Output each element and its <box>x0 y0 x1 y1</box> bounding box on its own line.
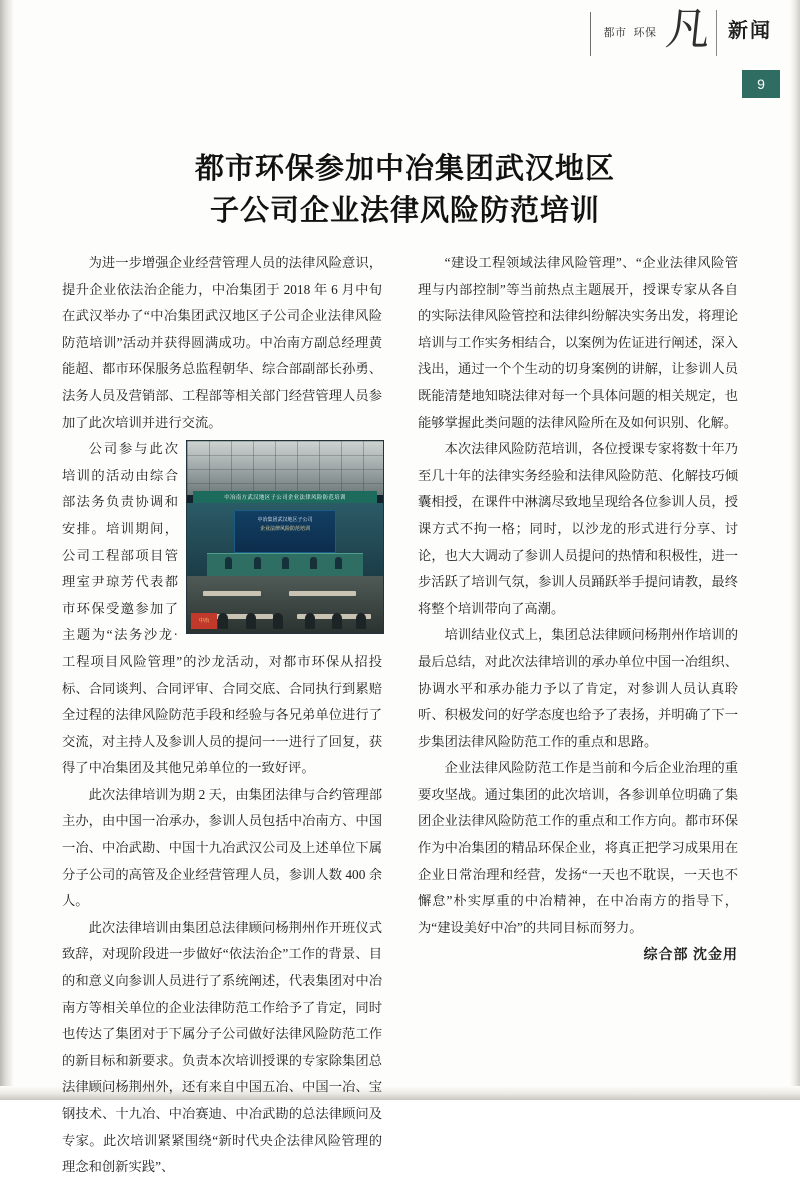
article-byline: 综合部 沈金用 <box>643 948 738 964</box>
header-rule <box>590 12 591 56</box>
photo-stage-person <box>335 557 342 569</box>
photo-audience-person <box>273 613 283 629</box>
photo-ceiling-grid <box>187 441 383 495</box>
paragraph: 为进一步增强企业经营管理人员的法律风险意识，提升企业依法治企能力，中冶集团于 2018 年 6 月中旬在武汉举办了“中冶集团武汉地区子公司企业法律风险防范培训”活动并获得圆满成功。中冶南方副总经理黄能超、都市环保服务总监程朝华、综合部副部长孙勇、法务人员及营销部、工程部等相关部门经营管理人员参加了此次培训并进行交流。 <box>62 255 382 430</box>
paragraph: 培训结业仪式上，集团总法律顾问杨荆州作培训的最后总结，对此次法律培训的承办单位中国一冶组织、协调水平和承办能力予以了肯定，对参训人员认真聆听、积极发问的好学态度也给予了表扬，并明确了下一步集团法律风险防范工作的重点和思路。 <box>418 627 738 749</box>
photo-screen-line-2: 企业法律风险防范培训 <box>259 526 310 533</box>
photo-stage-person <box>225 557 232 569</box>
photo-projection-screen <box>234 510 336 552</box>
photo-audience-person <box>246 613 256 629</box>
page-left-edge-shadow <box>0 0 14 1100</box>
paragraph: 此次法律培训由集团总法律顾问杨荆州作开班仪式致辞，对现阶段进一步做好“依法治企”工作的背景、目的和意义向参训人员进行了系统阐述，代表集团对中冶南方等相关单位的企业法律防范工作给予了肯定，同时也传达了集团对于下属分子公司做好法律风险防范工作的新目标和新要求。负责本次培训授课的专家除集团总法律顾问杨荆州外，还有来自中国五冶、中国一冶、宝钢技术、十九冶、中冶赛迪、中冶武勘的总法律顾问及专家。此次培训紧紧围绕“新时代央企法律风险管理的理念和创新实践”、 <box>62 919 382 1175</box>
photo-stage-person <box>310 557 317 569</box>
brand-text-bottom: 环保 <box>633 26 657 39</box>
article-body <box>62 250 738 1175</box>
photo-stage-person <box>254 557 261 569</box>
photo-audience-person <box>356 613 366 629</box>
training-photo <box>186 440 384 634</box>
article-photo-figure <box>186 440 382 632</box>
article-title-line-2: 子公司企业法律风险防范培训 <box>209 195 600 227</box>
paragraph: “建设工程领域法律风险管理”、“企业法律风险管理与内部控制”等当前热点主题展开，授课专家从各自的实际法律风险管控和法律纠纷解决实务出发，将理论培训与工作实务相结合，以案例为佐证进行阐述，深入浅出，通过一个个生动的切身案例的讲解，让参训人员既能清楚地知晓法律对每一个具体问题的相关规定，也能够掌握此类问题的法律风险所在及如何识别、化解。 <box>418 255 738 430</box>
brand-text-top: 都市 <box>603 26 627 39</box>
article-column-right <box>418 250 738 970</box>
header-divider <box>716 10 717 56</box>
photo-flag-label: 中冶 <box>191 613 217 629</box>
article-title-line-1: 都市环保参加中冶集团武汉地区 <box>194 153 615 185</box>
photo-table <box>289 591 356 596</box>
photo-table <box>203 591 262 596</box>
brand-logo <box>600 16 660 50</box>
paragraph: 本次法律风险防范培训，各位授课专家将数十年乃至几十年的法律实务经验和法律风险防范、化解技巧倾囊相授，在课件中淋漓尽致地呈现给各位参训人员，授课方式不拘一格；同时，以沙龙的形式进行分享、讨论，也大大调动了参训人员提问的热情和积极性，进一步活跃了培训气氛，参训人员踊跃举手提问请教，最终将整个培训带向了高潮。 <box>418 441 738 616</box>
paragraph: 公司参与此次培训的活动由综合部法务负责协调和安排。培训期间，公司工程部项目管理室尹琼芳代表都市环保受邀参加了主题为“法务沙龙·工程项目风险管理”的沙龙活动，对都市环保从招投标、合同谈判、合同评审、合同交底、合同执行到累赔全过程的法律风险防范手段和经验与各兄弟单位进行了交流，对主持人及参训人员的提问一一进行了回复，获得了中冶集团及其他兄弟单位的一致好评。 <box>62 441 382 776</box>
photo-audience-person <box>218 613 228 629</box>
photo-banner-text: 中冶南方武汉地区子公司企业法律风险防范培训 <box>193 491 377 505</box>
article-title <box>60 148 750 232</box>
page-right-edge-shadow <box>790 0 800 1100</box>
photo-stage <box>207 553 364 577</box>
page-header <box>0 0 800 110</box>
paragraph: 此次法律培训为期 2 天，由集团法律与合约管理部主办，由中国一冶承办，参训人员包括中冶南方、中国一冶、中冶武勘、中国十九冶武汉公司及上述单位下属分子公司的高管及企业经营管理人员，参训人数 400 余人。 <box>62 786 382 909</box>
photo-audience-person <box>332 613 342 629</box>
paragraph: 企业法律风险防范工作是当前和今后企业治理的重要攻坚战。通过集团的此次培训，各参训单位明确了集团企业法律风险防范工作的重点和工作方向。都市环保作为中冶集团的精品环保企业，将真正把学习成果用在企业日常治理和经营，发扬“一天也不耽误，一天也不懈怠”朴实厚重的中冶精神，在中冶南方的指导下，为“建设美好中冶”的共同目标而努力。 <box>418 760 738 935</box>
article-column-left <box>62 250 382 1181</box>
page-number-badge: 9 <box>742 70 780 98</box>
section-label: 新闻 <box>728 20 772 42</box>
photo-screen-line-1: 中冶集团武汉地区子公司 <box>257 517 313 524</box>
brand-calligraphy-glyph: 凡 <box>663 5 711 54</box>
photo-stage-person <box>282 557 289 569</box>
photo-audience-person <box>305 613 315 629</box>
